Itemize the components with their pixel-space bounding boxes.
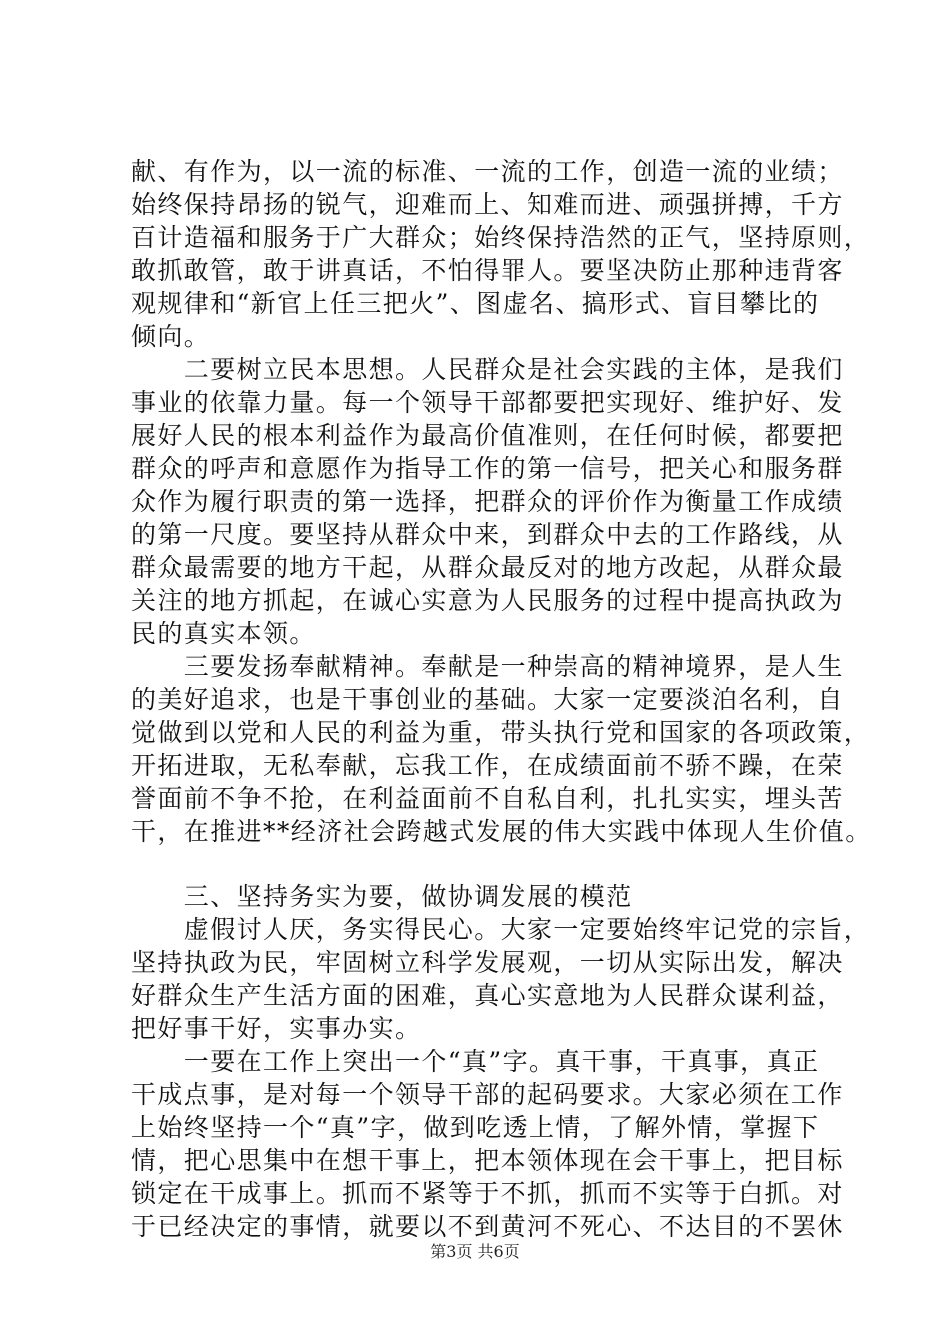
text-line: 的第一尺度。要坚持从群众中来，到群众中去的工作路线，从 [131, 520, 844, 549]
text-line: 上始终坚持一个“真”字，做到吃透上情，了解外情，掌握下 [131, 1113, 820, 1142]
text-line: 情，把心思集中在想干事上，把本领体现在会干事上，把目标 [131, 1146, 844, 1175]
page-number-footer: 第3页 共6页 [430, 1242, 520, 1261]
text-line: 二要树立民本思想。人民群众是社会实践的主体，是我们 [131, 355, 844, 384]
text-line: 一要在工作上突出一个“真”字。真干事，干真事，真正 [131, 1047, 820, 1076]
text-line: 三要发扬奉献精神。奉献是一种崇高的精神境界，是人生 [131, 652, 844, 681]
text-line: 倾向。 [131, 322, 211, 351]
text-line: 关注的地方抓起，在诚心实意为人民服务的过程中提高执政为 [131, 586, 844, 615]
text-line: 坚持执政为民，牢固树立科学发展观，一切从实际出发，解决 [131, 948, 844, 977]
document-body [131, 155, 872, 1243]
text-line: 开拓进取，无私奉献，忘我工作，在成绩面前不骄不躁，在荣 [131, 751, 844, 780]
section-heading: 三、坚持务实为要，做协调发展的模范 [131, 882, 633, 911]
text-line: 干，在推进**经济社会跨越式发展的伟大实践中体现人生价值。 [131, 817, 872, 846]
text-line: 群众的呼声和意愿作为指导工作的第一信号，把关心和服务群 [131, 454, 844, 483]
text-line: 众作为履行职责的第一选择，把群众的评价作为衡量工作成绩 [131, 487, 844, 516]
text-line: 事业的依靠力量。每一个领导干部都要把实现好、维护好、发 [131, 388, 844, 417]
text-line: 锁定在干成事上。抓而不紧等于不抓，抓而不实等于白抓。对 [131, 1179, 844, 1208]
text-line: 的美好追求，也是干事创业的基础。大家一定要淡泊名利，自 [131, 685, 844, 714]
text-line: 于已经决定的事情，就要以不到黄河不死心、不达目的不罢休 [131, 1212, 844, 1241]
text-line: 把好事干好，实事办实。 [131, 1014, 422, 1043]
text-line: 观规律和“新官上任三把火”、图虚名、搞形式、盲目攀比的 [131, 289, 820, 318]
text-line: 展好人民的根本利益作为最高价值准则，在任何时候，都要把 [131, 421, 844, 450]
paragraph-gap [131, 848, 851, 880]
text-line: 誉面前不争不抢，在利益面前不自私自利，扎扎实实，埋头苦 [131, 784, 844, 813]
text-line: 始终保持昂扬的锐气，迎难而上、知难而进、顽强拼搏，千方 [131, 190, 844, 219]
text-line: 觉做到以党和人民的利益为重，带头执行党和国家的各项政策， [131, 718, 871, 747]
text-line: 民的真实本领。 [131, 619, 316, 648]
text-line: 群众最需要的地方干起，从群众最反对的地方改起，从群众最 [131, 553, 844, 582]
text-line: 好群众生产生活方面的困难，真心实意地为人民群众谋利益， [131, 981, 844, 1010]
text-line: 百计造福和服务于广大群众；始终保持浩然的正气，坚持原则， [131, 223, 871, 252]
text-line: 敢抓敢管，敢于讲真话，不怕得罪人。要坚决防止那种违背客 [131, 256, 844, 285]
text-line: 虚假讨人厌，务实得民心。大家一定要始终牢记党的宗旨， [131, 915, 871, 944]
text-line: 献、有作为，以一流的标准、一流的工作，创造一流的业绩； [131, 157, 844, 186]
text-line: 干成点事，是对每一个领导干部的起码要求。大家必须在工作 [131, 1080, 844, 1109]
